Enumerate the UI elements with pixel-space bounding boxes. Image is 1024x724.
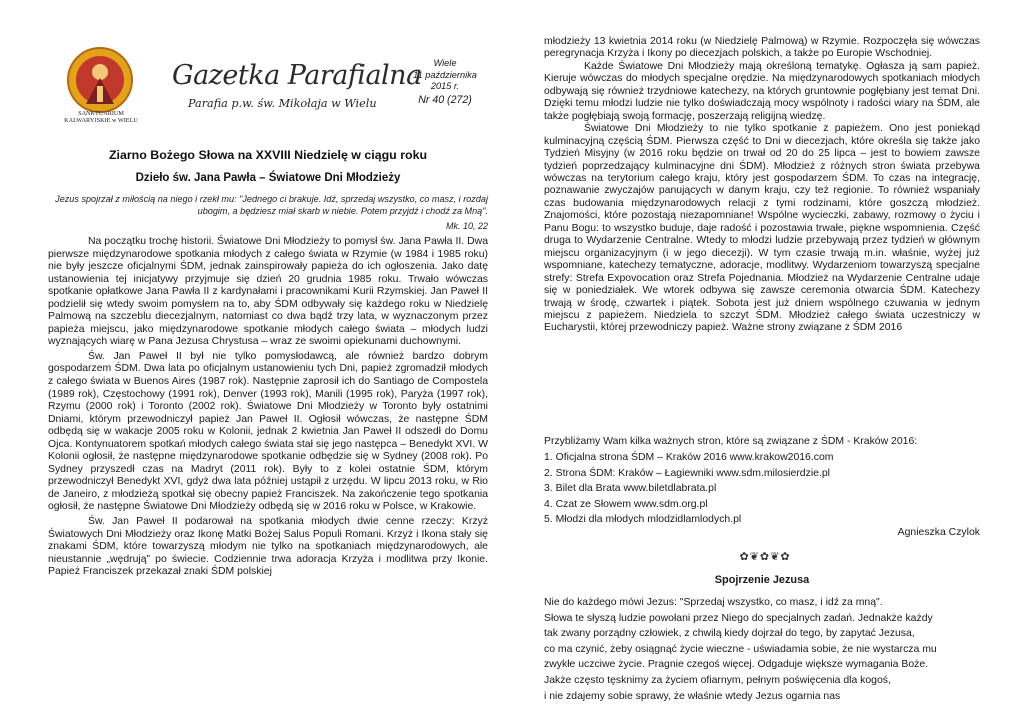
poem-line: zwykłe uczciwe życie. Pragnie czegoś więcej. Odgaduje większe wymagania Boże. bbox=[544, 659, 929, 671]
logo-seal-icon bbox=[62, 46, 138, 116]
poem-title: Spojrzenie Jezusa bbox=[714, 574, 810, 586]
paragraph: Św. Jan Paweł II był nie tylko pomysłodawcą, ale również bardzo dobrym gospodarzem ŚDM. Dwa lata po oficjalnym ustanowieniu tych Dni, papież zgromadził młodych z całego świata w Buenos Aires (1987 rok). Następnie zaprosił ich do Santiago de Compostela (1989 rok), Częstochowy (1991 rok), Denver (1993 rok), Manili (1995 rok), Paryża (1997 rok), Rzymu (2000 rok) i Toronto (2002 rok). Światowe Dni Młodzieży w Toronto były ostatnimi Dniami, którym przewodniczył papież Jan Paweł II. Ogłosił wówczas, że następne ŚDM odbędą się w wakacje 2005 roku w Kolonii, jednak 2 kwietnia Jan Paweł II odszedł do Domu Ojca. Kontynuatorem spotkań młodych całego świata stał się jego następca – Benedykt XVI. W Kolonii ogłosił, że następne międzynarodowe spotkanie odbędzie się w Sydney (2008 rok). Po Sydney przyszedł czas na Madryt (2011 rok). Były to z kolei ostatnie ŚDM, którym przewodniczył Benedykt XVI, gdyż dwa lata później ustąpił z urzędu. W lipcu 2013 roku, w Rio de Janeiro, z młodzieżą spotkał się obecny papież Franciszek. Na zakończenie tego spotkania ogłosił, że następne Światowe Dni Młodzieży odbędą się w 2016 roku w Polsce, w Krakowie. bbox=[48, 350, 488, 513]
newsletter-title: Gazetka Parafialna bbox=[172, 60, 422, 91]
author-signature: Agnieszka Czylok bbox=[897, 527, 980, 538]
gospel-reference: Mk. 10, 22 bbox=[445, 221, 488, 231]
newsletter-subtitle: Parafia p.w. św. Mikołaja w Wielu bbox=[188, 97, 377, 110]
issue-place: Wiele bbox=[433, 58, 457, 68]
list-item: 3. Bilet dla Brata www.biletdlabrata.pl bbox=[544, 483, 717, 495]
logo-caption: SANKTUARIUM KALWARYJSKIE w WIELU bbox=[64, 110, 138, 124]
poem-line: tak zwany porządny człowiek, z chwilą kiedy dojrzał do tego, by zapytać Jezusa, bbox=[544, 628, 915, 640]
poem-body bbox=[544, 595, 980, 704]
paragraph: Każde Światowe Dni Młodzieży mają określoną tematykę. Ogłasza ją sam papież. Kieruje wówczas do młodych specjalne orędzie. Na międzynarodowych spotkaniach młodych odbywają się również trzydniowe katechezy, na których gruntownie pogłębiany jest temat Dni. Dzięki temu młodzi ludzie nie tylko doświadczają mocy wspólnoty i radości wiary na ŚDM, ale także pogłębiają swoją formację, poszerzają religijną wiedzę. bbox=[544, 60, 980, 122]
paragraph: Światowe Dni Młodzieży to nie tylko spotkanie z papieżem. Ono jest poniekąd kulminacyjną częścią ŚDM. Pierwsza część to Dni w diecezjach, które określa się także jako Tydzień Misyjny (w 2016 roku będzie on trwał od 20 do 25 lipca – jest to bowiem zawsze tydzień poprzedzający kulminacyjne dni ŚDM). Młodzież z różnych stron świata przebywa wówczas na terytorium całego kraju, który jest gospodarzem ŚDM. To czas na integrację, poznawanie zwyczajów panujących w danym kraju, czy też regionie. To również wspaniały czas budowania międzynarodowych relacji z tymi rodzinami, które goszczą młodzież. Znajomości, które pozostają niezapomniane! Wspólne wycieczki, zabawy, rozmowy o życiu i Panu Bogu: to wszystko buduje, daje radość i pozostawia trwałe, piękne wspomnienia. Część druga to Wydarzenie Centralne. Wtedy to młodzi ludzie przebywają przez tydzień w głównym miejscu organizacyjnym (i w jego diecezji). W tym czasie trwają m.in. właśnie, wyżej już wspomniane, katechezy tematyczne, adoracje, modlitwy. Wydarzeniom towarzyszą specjalne strefy: Strefa Expovocation oraz Strefa Pojednania. Młodzież na Wydarzenie Centralne udaje się w poniedziałek. We wtorek odbywa się zawsze ceremonia otwarcia ŚDM. Katechezy trwają w środę, czwartek i piątek. Sobota jest już dniem wspólnego czuwania w jednym miejscu z papieżem. Niedziela to szczyt ŚDM. Młodzież całego świata uczestniczy w Eucharystii, której przewodniczy papież. Ważne strony związane z ŚDM 2016 bbox=[544, 123, 980, 334]
list-item: 2. Strona ŚDM: Kraków – Łagiewniki www.sdm.milosierdzie.pl bbox=[544, 467, 830, 479]
issue-date: 11 października bbox=[413, 69, 477, 80]
paragraph: Na początku trochę historii. Światowe Dni Młodzieży to pomysł św. Jana Pawła II. Dwa pierwsze międzynarodowe spotkania młodych z całego świata w Rzymie (w 1984 i 1985 roku) nie były jeszcze oficjalnymi ŚDM, jednak zainspirowały papieża do ich ogłoszenia. Jako datę ustanowienia tej inicjatywy przyjmuje się dzień 20 grudnia 1985 roku. Trwało wówczas spotkanie opłatkowe Jana Pawła II z kardynałami i pracownikami Kurii Rzymskiej. Jan Paweł II podzielił się wtedy swoim pomysłem na to, aby ŚDM odbywały się każdego roku w Niedzielę Palmową na szczeblu diecezjalnym, natomiast co dwa bądź trzy lata, w wyznaczonym przez papieża miejscu, jako międzynarodowe spotkanie młodych całego świata – młodych ludzi wyznających wiarę w Pana Jezusa Chrystusa – wraz ze swoimi opiekunami duchownymi. bbox=[48, 236, 488, 348]
links-intro: Przybliżamy Wam kilka ważnych stron, które są związane z ŚDM - Kraków 2016: bbox=[544, 436, 918, 447]
poem-line: Słowa te słyszą ludzie powołani przez Niego do specjalnych zadań. Jednakże każdy bbox=[544, 612, 933, 624]
ornament-divider-icon: ✿❦✿❦✿ bbox=[739, 551, 791, 563]
poem-line: Nie do każdego mówi Jezus: "Sprzedaj wszystko, co masz, i idź za mną". bbox=[544, 597, 883, 608]
article-subheading: Dzieło św. Jana Pawła – Światowe Dni Młodzieży bbox=[135, 172, 401, 184]
gospel-quote: Jezus spojrzał z miłością na niego i rzekł mu: "Jednego ci brakuje. Idź, sprzedaj wszystko, co masz, i rozdaj ubogim, a będziesz miał skarb w niebie. Potem przyjdź i chodź za Mną". bbox=[55, 194, 488, 216]
article-body-right bbox=[544, 36, 980, 335]
links-list bbox=[544, 450, 980, 528]
poem-line: i nie zdajemy sobie sprawy, że właśnie wtedy Jezus ogarnia nas bbox=[544, 690, 841, 702]
poem-line: Jakże często tęsknimy za życiem ofiarnym, pełnym poświęcenia dla kogoś, bbox=[544, 674, 891, 686]
paragraph: Św. Jan Paweł II podarował na spotkania młodych dwie cenne rzeczy: Krzyż Światowych Dni Młodzieży oraz Ikonę Matki Bożej Salus Populi Romani. Krzyż i Ikona stały się znakami ŚDM, które towarzyszą młodym nie tylko na spotkaniach międzynarodowych, ale nieustannie „wędrują” po świecie. Codziennie trwa adoracja Krzyża i modlitwa przy Ikonie. Papież Franciszek przekazał znaki ŚDM polskiej bbox=[48, 516, 488, 578]
issue-number: Nr 40 (272) bbox=[418, 93, 472, 106]
list-item: 5. Młodzi dla młodych mlodzidlamlodych.pl bbox=[544, 514, 742, 526]
issue-year: 2015 r. bbox=[430, 81, 460, 91]
article-heading: Ziarno Bożego Słowa na XXVIII Niedzielę w ciągu roku bbox=[108, 148, 428, 162]
article-body-left bbox=[48, 236, 488, 579]
issue-info bbox=[412, 58, 478, 106]
list-item: 4. Czat ze Słowem www.sdm.org.pl bbox=[544, 498, 708, 510]
poem-line: co ma czynić, żeby osiągnąć życie wieczne - uświadamia sobie, że nie wystarcza mu bbox=[544, 643, 937, 655]
paragraph: młodzieży 13 kwietnia 2014 roku (w Niedzielę Palmową) w Rzymie. Rozpoczęła się wówczas peregrynacja Krzyża i Ikony po diecezjach polskich, a także po Europie Wschodniej. bbox=[544, 36, 980, 60]
list-item: 1. Oficjalna strona ŚDM – Kraków 2016 www.krakow2016.com bbox=[544, 452, 834, 463]
